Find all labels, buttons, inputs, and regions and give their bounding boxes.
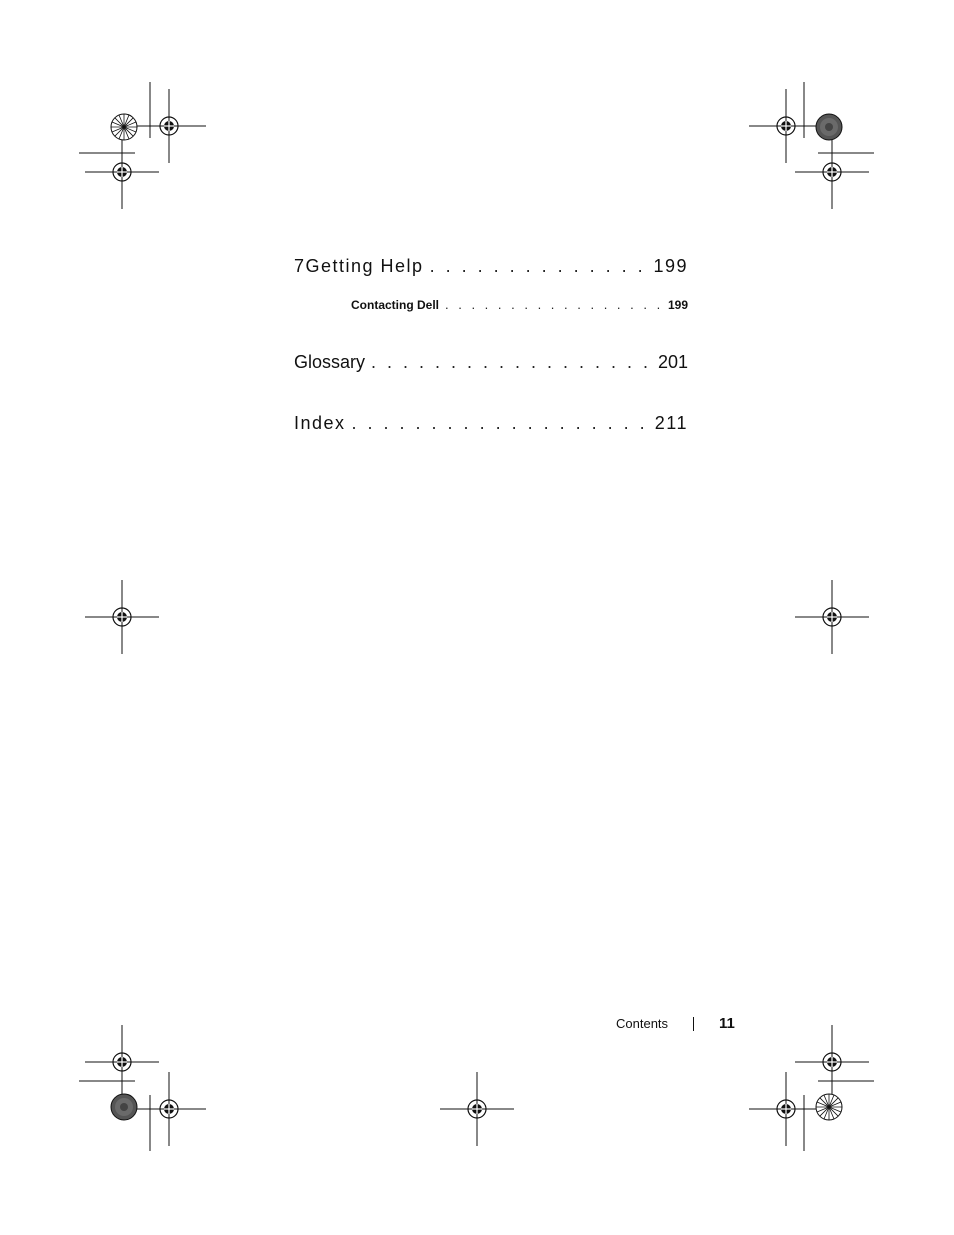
page-number: 11 bbox=[719, 1015, 735, 1032]
registration-mark-icon bbox=[132, 1072, 206, 1146]
chapter-title: Getting Help bbox=[305, 256, 424, 276]
dot-leader bbox=[352, 413, 649, 434]
registration-mark-icon bbox=[85, 135, 159, 209]
dot-leader bbox=[445, 297, 662, 312]
toc-glossary-entry[interactable] bbox=[294, 352, 688, 373]
chapter-number: 7 bbox=[294, 256, 306, 276]
footer-separator bbox=[693, 1017, 694, 1031]
registration-mark-icon bbox=[795, 135, 869, 209]
registration-mark-icon bbox=[795, 1025, 869, 1099]
dot-leader bbox=[371, 352, 652, 373]
registration-mark-icon bbox=[440, 1072, 514, 1146]
page-footer bbox=[616, 1014, 735, 1032]
index-title: Index bbox=[294, 413, 346, 433]
index-page: 211 bbox=[654, 413, 688, 433]
registration-mark-icon bbox=[85, 1025, 159, 1099]
registration-mark-icon bbox=[749, 1072, 823, 1146]
toc-section-entry[interactable] bbox=[351, 297, 688, 312]
dot-leader bbox=[430, 256, 648, 277]
registration-mark-icon bbox=[132, 89, 206, 163]
glossary-title: Glossary bbox=[294, 352, 366, 372]
toc-chapter-entry[interactable] bbox=[294, 256, 688, 277]
registration-mark-icon bbox=[85, 580, 159, 654]
grey-target-icon bbox=[816, 114, 842, 140]
grey-target-icon bbox=[111, 1094, 137, 1120]
chapter-page: 199 bbox=[653, 256, 688, 276]
registration-mark-icon bbox=[795, 580, 869, 654]
star-target-icon bbox=[111, 114, 137, 140]
glossary-page: 201 bbox=[657, 352, 688, 372]
toc-index-entry[interactable] bbox=[294, 413, 688, 434]
footer-label: Contents bbox=[616, 1016, 669, 1031]
registration-mark-icon bbox=[749, 89, 823, 163]
star-target-icon bbox=[816, 1094, 842, 1120]
section-page: 199 bbox=[667, 298, 688, 312]
section-title: Contacting Dell bbox=[351, 298, 440, 312]
